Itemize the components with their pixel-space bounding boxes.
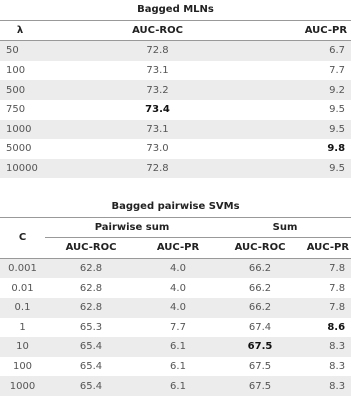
table-body (0, 258, 351, 396)
auc-pr-cell: 9.2 (275, 80, 351, 100)
pairwise-auc-roc-cell: 65.4 (45, 357, 137, 377)
auc-roc-cell: 73.1 (40, 61, 275, 81)
sum-auc-roc-cell: 67.5 (219, 376, 301, 396)
table-row (0, 80, 351, 100)
column-header-auc-roc: AUC-ROC (40, 20, 275, 41)
table-body (0, 41, 351, 179)
group-header-sum: Sum (219, 217, 351, 238)
pairwise-auc-roc-cell: 65.3 (45, 318, 137, 338)
table-row (0, 159, 351, 179)
auc-pr-cell: 9.5 (275, 100, 351, 120)
pairwise-auc-pr-cell: 4.0 (137, 298, 219, 318)
group-header-pairwise-sum: Pairwise sum (45, 217, 219, 238)
auc-roc-cell: 73.1 (40, 120, 275, 140)
bagged-mlns-table (0, 0, 351, 178)
sum-auc-roc-cell: 66.2 (219, 258, 301, 278)
pairwise-auc-pr-cell: 4.0 (137, 258, 219, 278)
bagged-pairwise-svms-table (0, 197, 351, 396)
lambda-cell: 1000 (0, 120, 40, 140)
pairwise-auc-roc-cell: 62.8 (45, 278, 137, 298)
table-row (0, 298, 351, 318)
pairwise-auc-pr-cell: 7.7 (137, 318, 219, 338)
sum-auc-pr-cell: 8.3 (301, 376, 351, 396)
sum-auc-pr-cell: 7.8 (301, 278, 351, 298)
sum-auc-pr-cell: 7.8 (301, 258, 351, 278)
auc-roc-cell: 72.8 (40, 159, 275, 179)
pairwise-auc-pr-cell: 6.1 (137, 376, 219, 396)
auc-roc-cell: 73.0 (40, 139, 275, 159)
pairwise-auc-roc-cell: 65.4 (45, 376, 137, 396)
table-row (0, 41, 351, 61)
table-row (0, 357, 351, 377)
c-cell: 10 (0, 337, 45, 357)
table-row (0, 278, 351, 298)
table-row (0, 120, 351, 140)
table-row (0, 318, 351, 338)
table-title: Bagged MLNs (0, 0, 351, 20)
sum-auc-pr-cell: 7.8 (301, 298, 351, 318)
table-row (0, 376, 351, 396)
table-title: Bagged pairwise SVMs (0, 197, 351, 217)
sum-auc-roc-cell: 66.2 (219, 298, 301, 318)
c-cell: 0.001 (0, 258, 45, 278)
sum-auc-roc-cell: 66.2 (219, 278, 301, 298)
lambda-cell: 50 (0, 41, 40, 61)
sum-auc-roc-cell: 67.5 (219, 337, 301, 357)
column-header-c: C (0, 217, 45, 258)
pairwise-auc-roc-cell: 65.4 (45, 337, 137, 357)
table-row (0, 61, 351, 81)
auc-roc-cell: 72.8 (40, 41, 275, 61)
column-header-auc-pr: AUC-PR (137, 238, 219, 259)
table-row (0, 258, 351, 278)
sum-auc-roc-cell: 67.5 (219, 357, 301, 377)
c-cell: 1000 (0, 376, 45, 396)
lambda-cell: 500 (0, 80, 40, 100)
auc-pr-cell: 6.7 (275, 41, 351, 61)
auc-roc-cell: 73.4 (40, 100, 275, 120)
c-cell: 0.01 (0, 278, 45, 298)
column-header-auc-pr: AUC-PR (301, 238, 351, 259)
sum-auc-pr-cell: 8.3 (301, 337, 351, 357)
c-cell: 1 (0, 318, 45, 338)
sum-auc-roc-cell: 67.4 (219, 318, 301, 338)
c-cell: 0.1 (0, 298, 45, 318)
auc-pr-cell: 7.7 (275, 61, 351, 81)
lambda-cell: 5000 (0, 139, 40, 159)
lambda-cell: 10000 (0, 159, 40, 179)
lambda-cell: 750 (0, 100, 40, 120)
column-header-auc-roc: AUC-ROC (45, 238, 137, 259)
table-row (0, 100, 351, 120)
sum-auc-pr-cell: 8.6 (301, 318, 351, 338)
column-header-auc-roc: AUC-ROC (219, 238, 301, 259)
pairwise-auc-pr-cell: 4.0 (137, 278, 219, 298)
pairwise-auc-roc-cell: 62.8 (45, 298, 137, 318)
c-cell: 100 (0, 357, 45, 377)
column-header-lambda: λ (0, 20, 40, 41)
table-row (0, 139, 351, 159)
auc-pr-cell: 9.5 (275, 120, 351, 140)
table-row (0, 337, 351, 357)
column-header-auc-pr: AUC-PR (275, 20, 351, 41)
auc-pr-cell: 9.8 (275, 139, 351, 159)
pairwise-auc-pr-cell: 6.1 (137, 337, 219, 357)
auc-roc-cell: 73.2 (40, 80, 275, 100)
sum-auc-pr-cell: 8.3 (301, 357, 351, 377)
pairwise-auc-roc-cell: 62.8 (45, 258, 137, 278)
pairwise-auc-pr-cell: 6.1 (137, 357, 219, 377)
auc-pr-cell: 9.5 (275, 159, 351, 179)
lambda-cell: 100 (0, 61, 40, 81)
